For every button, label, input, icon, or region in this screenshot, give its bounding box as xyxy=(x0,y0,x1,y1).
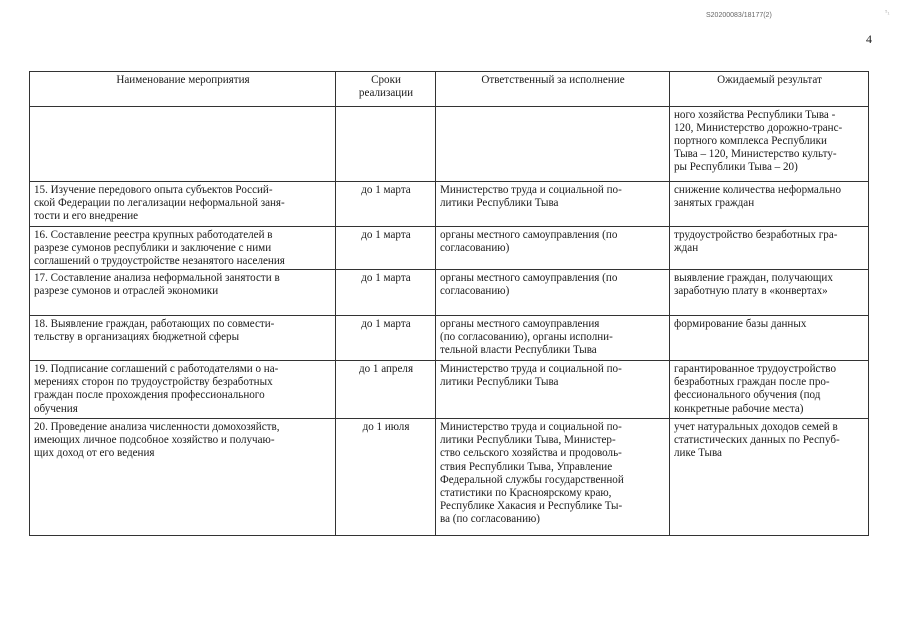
event-text: 17. Составление анализа неформальной занятости в разрезе сумонов и отраслей экономики xyxy=(34,272,280,298)
measures-table xyxy=(29,71,869,536)
table-row xyxy=(30,316,869,361)
table-row xyxy=(30,107,869,182)
event-text: 16. Составление реестра крупных работодателей в разрезе сумонов республики и заключение с ними соглашений о трудоустройстве незанятого населения xyxy=(34,229,285,268)
result-text: учет натуральных доходов семей в статистических данных по Респуб- лике Тыва xyxy=(674,421,840,460)
responsible-cell xyxy=(436,419,670,536)
deadline-text: до 1 июля xyxy=(362,421,410,434)
result-cell xyxy=(670,361,869,419)
deadline-text: до 1 апреля xyxy=(358,363,414,376)
responsible-text: Министерство труда и социальной по- литики Республики Тыва, Министер- ство сельского хозяйства и продоволь- ствия Республики Тыва, Управление Федеральной службы государственной статистики по Красноярскому краю, Республике Хакасия и Республике Ты- ва (по согласованию) xyxy=(440,421,624,525)
event-text: 20. Проведение анализа численности домохозяйств, имеющих личное подсобное хозяйство и получаю- щих доход от его ведения xyxy=(34,421,280,460)
responsible-text: органы местного самоуправления (по согласованию), органы исполни- тельной власти Республики Тыва xyxy=(440,318,613,357)
event-cell xyxy=(30,419,336,536)
deadline-text: до 1 марта xyxy=(361,272,411,285)
column-header-deadline-label: Сроки реализации xyxy=(358,74,414,100)
table-row xyxy=(30,182,869,227)
event-cell xyxy=(30,107,336,182)
table-header-row xyxy=(30,72,869,107)
result-cell xyxy=(670,182,869,227)
event-text: 15. Изучение передового опыта субъектов Россий- ской Федерации по легализации неформальной заня- тости и его внедрение xyxy=(34,184,285,223)
responsible-cell xyxy=(436,270,670,316)
result-cell xyxy=(670,270,869,316)
result-text: ного хозяйства Республики Тыва - 120, Министерство дорожно-транс- портного комплекса Республики Тыва – 120, Министерство культу- ры Республики Тыва – 20) xyxy=(674,109,843,174)
result-text: гарантированное трудоустройство безработных граждан после про- фессионального обучения (под конкретные рабочие места) xyxy=(674,363,836,415)
event-cell xyxy=(30,361,336,419)
event-text: 19. Подписание соглашений с работодателями о на- мерениях сторон по трудоустройству безработных граждан после прохождения профессионального обучения xyxy=(34,363,279,415)
responsible-text: Министерство труда и социальной по- литики Республики Тыва xyxy=(440,184,622,210)
column-header-event: Наименование мероприятия xyxy=(30,72,336,107)
deadline-text: до 1 марта xyxy=(361,229,411,241)
deadline-cell xyxy=(336,270,436,316)
responsible-text: Министерство труда и социальной по- литики Республики Тыва xyxy=(440,363,622,389)
document-id: S20200083/18177(2) xyxy=(706,12,772,19)
responsible-text: органы местного самоуправления (по согласованию) xyxy=(440,272,618,298)
result-cell xyxy=(670,107,869,182)
responsible-cell xyxy=(436,316,670,361)
page-number: 4 xyxy=(866,32,872,46)
responsible-cell xyxy=(436,182,670,227)
event-text: 18. Выявление граждан, работающих по совмести- тельству в организациях бюджетной сферы xyxy=(34,318,275,344)
result-text: снижение количества неформально занятых граждан xyxy=(674,184,842,210)
deadline-cell xyxy=(336,227,436,270)
table-row xyxy=(30,419,869,536)
deadline-text: до 1 марта xyxy=(361,318,411,331)
result-text: трудоустройство безработных гра- ждан xyxy=(674,229,838,255)
result-text: выявление граждан, получающих заработную плату в «конвертах» xyxy=(674,272,833,298)
corner-mark: ⁵₁ xyxy=(885,10,890,16)
result-cell xyxy=(670,316,869,361)
responsible-cell xyxy=(436,361,670,419)
column-header-result: Ожидаемый результат xyxy=(670,72,869,107)
result-cell xyxy=(670,419,869,536)
event-cell xyxy=(30,270,336,316)
event-cell xyxy=(30,182,336,227)
deadline-cell xyxy=(336,361,436,419)
table-row xyxy=(30,227,869,270)
deadline-cell xyxy=(336,182,436,227)
deadline-cell xyxy=(336,316,436,361)
column-header-deadline xyxy=(336,72,436,107)
deadline-cell xyxy=(336,419,436,536)
deadline-cell xyxy=(336,107,436,182)
result-cell xyxy=(670,227,869,270)
event-cell xyxy=(30,316,336,361)
deadline-text: до 1 марта xyxy=(361,184,411,196)
result-text: формирование базы данных xyxy=(674,318,807,331)
table-row xyxy=(30,270,869,316)
responsible-text: органы местного самоуправления (по согласованию) xyxy=(440,229,618,255)
responsible-cell xyxy=(436,107,670,182)
table-row xyxy=(30,361,869,419)
responsible-cell xyxy=(436,227,670,270)
event-cell xyxy=(30,227,336,270)
column-header-responsible: Ответственный за исполнение xyxy=(436,72,670,107)
